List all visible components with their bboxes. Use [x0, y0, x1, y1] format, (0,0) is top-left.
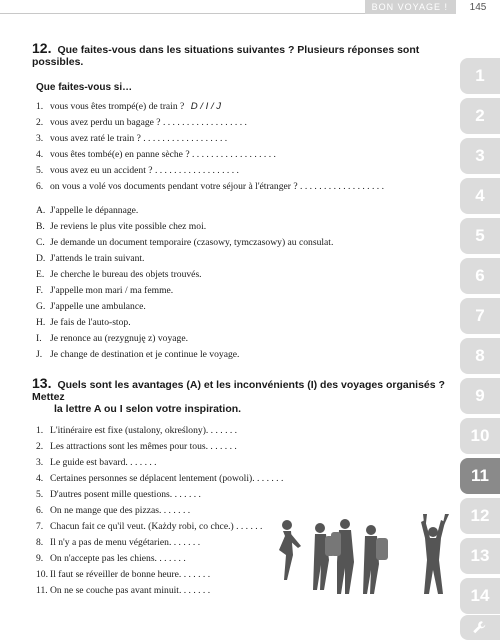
statement-item: 8. Il n'y a pas de menu végétarien. . . . . . . — [36, 537, 201, 548]
action-item: C. Je demande un document temporaire (czasowy, tymczasowy) au consulat. — [36, 237, 334, 248]
tab-chapter-3[interactable]: 3 — [460, 138, 500, 174]
tab-tools[interactable] — [460, 615, 500, 640]
page-number: 145 — [456, 0, 500, 18]
book-title: BON VOYAGE ! — [371, 2, 448, 12]
tab-chapter-6[interactable]: 6 — [460, 258, 500, 294]
tab-chapter-7[interactable]: 7 — [460, 298, 500, 334]
statement-item: 1. L'itinéraire est fixe (ustalony, określony). . . . . . . — [36, 425, 238, 436]
statement-item: 2. Les attractions sont les mêmes pour tous. . . . . . . — [36, 441, 237, 452]
statement-item: 9. On n'accepte pas les chiens. . . . . . . — [36, 553, 186, 564]
action-item: D. J'attends le train suivant. — [36, 253, 145, 264]
exercise-12-subtitle: Que faites-vous si… — [36, 82, 133, 93]
tab-chapter-2[interactable]: 2 — [460, 98, 500, 134]
situation-item: 5. vous avez eu un accident ? . . . . . . . . . . . . . . . . . . — [36, 165, 239, 176]
situation-item: 4. vous êtes tombé(e) en panne sèche ? . . . . . . . . . . . . . . . . . . — [36, 149, 276, 160]
exercise-13-title: 13. Quels sont les avantages (A) et les inconvénients (I) des voyages organisés ? Mettez la lettre A ou I selon votre inspiration. — [32, 375, 445, 415]
exercise-12-title: 12. Que faites-vous dans les situations suivantes ? Plusieurs réponses sont possibles. — [32, 40, 420, 68]
statement-item: 11. On ne se couche pas avant minuit. . . . . . . — [36, 585, 211, 596]
action-item: F. J'appelle mon mari / ma femme. — [36, 285, 174, 296]
tab-chapter-4[interactable]: 4 — [460, 178, 500, 214]
action-item: I. Je renonce au (rezygnuję z) voyage. — [36, 333, 188, 344]
statement-item: 10. Il faut se réveiller de bonne heure. . . . . . . — [36, 569, 211, 580]
statement-item: 7. Chacun fait ce qu'il veut. (Każdy robi, co chce.) . . . . . . — [36, 521, 263, 532]
tab-chapter-13[interactable]: 13 — [460, 538, 500, 574]
statement-item: 3. Le guide est bavard. . . . . . . — [36, 457, 157, 468]
tab-chapter-14[interactable]: 14 — [460, 578, 500, 614]
action-item: H. Je fais de l'auto-stop. — [36, 317, 131, 328]
situation-item: 1. vous vous êtes trompé(e) de train ? D / I / J — [36, 101, 222, 112]
tab-chapter-10[interactable]: 10 — [460, 418, 500, 454]
action-item: A. J'appelle le dépannage. — [36, 205, 139, 216]
tab-chapter-9[interactable]: 9 — [460, 378, 500, 414]
statement-item: 4. Certaines personnes se déplacent lentement (powoli). . . . . . . — [36, 473, 284, 484]
tab-chapter-8[interactable]: 8 — [460, 338, 500, 374]
tab-chapter-11-active[interactable]: 11 — [460, 458, 500, 494]
tab-chapter-5[interactable]: 5 — [460, 218, 500, 254]
action-item: E. Je cherche le bureau des objets trouvés. — [36, 269, 202, 280]
statement-item: 5. D'autres posent mille questions. . . . . . . — [36, 489, 201, 500]
action-item: J. Je change de destination et je continue le voyage. — [36, 349, 240, 360]
action-item: G. J'appelle une ambulance. — [36, 301, 146, 312]
wrench-icon — [471, 619, 489, 637]
action-item: B. Je reviens le plus vite possible chez moi. — [36, 221, 207, 232]
travelers-illustration — [275, 510, 450, 605]
tab-chapter-1[interactable]: 1 — [460, 58, 500, 94]
handwritten-answer: D / I / J — [190, 101, 222, 112]
situation-item: 3. vous avez raté le train ? . . . . . . . . . . . . . . . . . . — [36, 133, 228, 144]
situation-item: 6. on vous a volé vos documents pendant votre séjour à l'étranger ? . . . . . . . . . . . . . . . . . . — [36, 181, 384, 192]
statement-item: 6. On ne mange que des pizzas. . . . . . . — [36, 505, 191, 516]
tab-chapter-12[interactable]: 12 — [460, 498, 500, 534]
header-band — [365, 0, 456, 14]
situation-item: 2. vous avez perdu un bagage ? . . . . . . . . . . . . . . . . . . — [36, 117, 247, 128]
